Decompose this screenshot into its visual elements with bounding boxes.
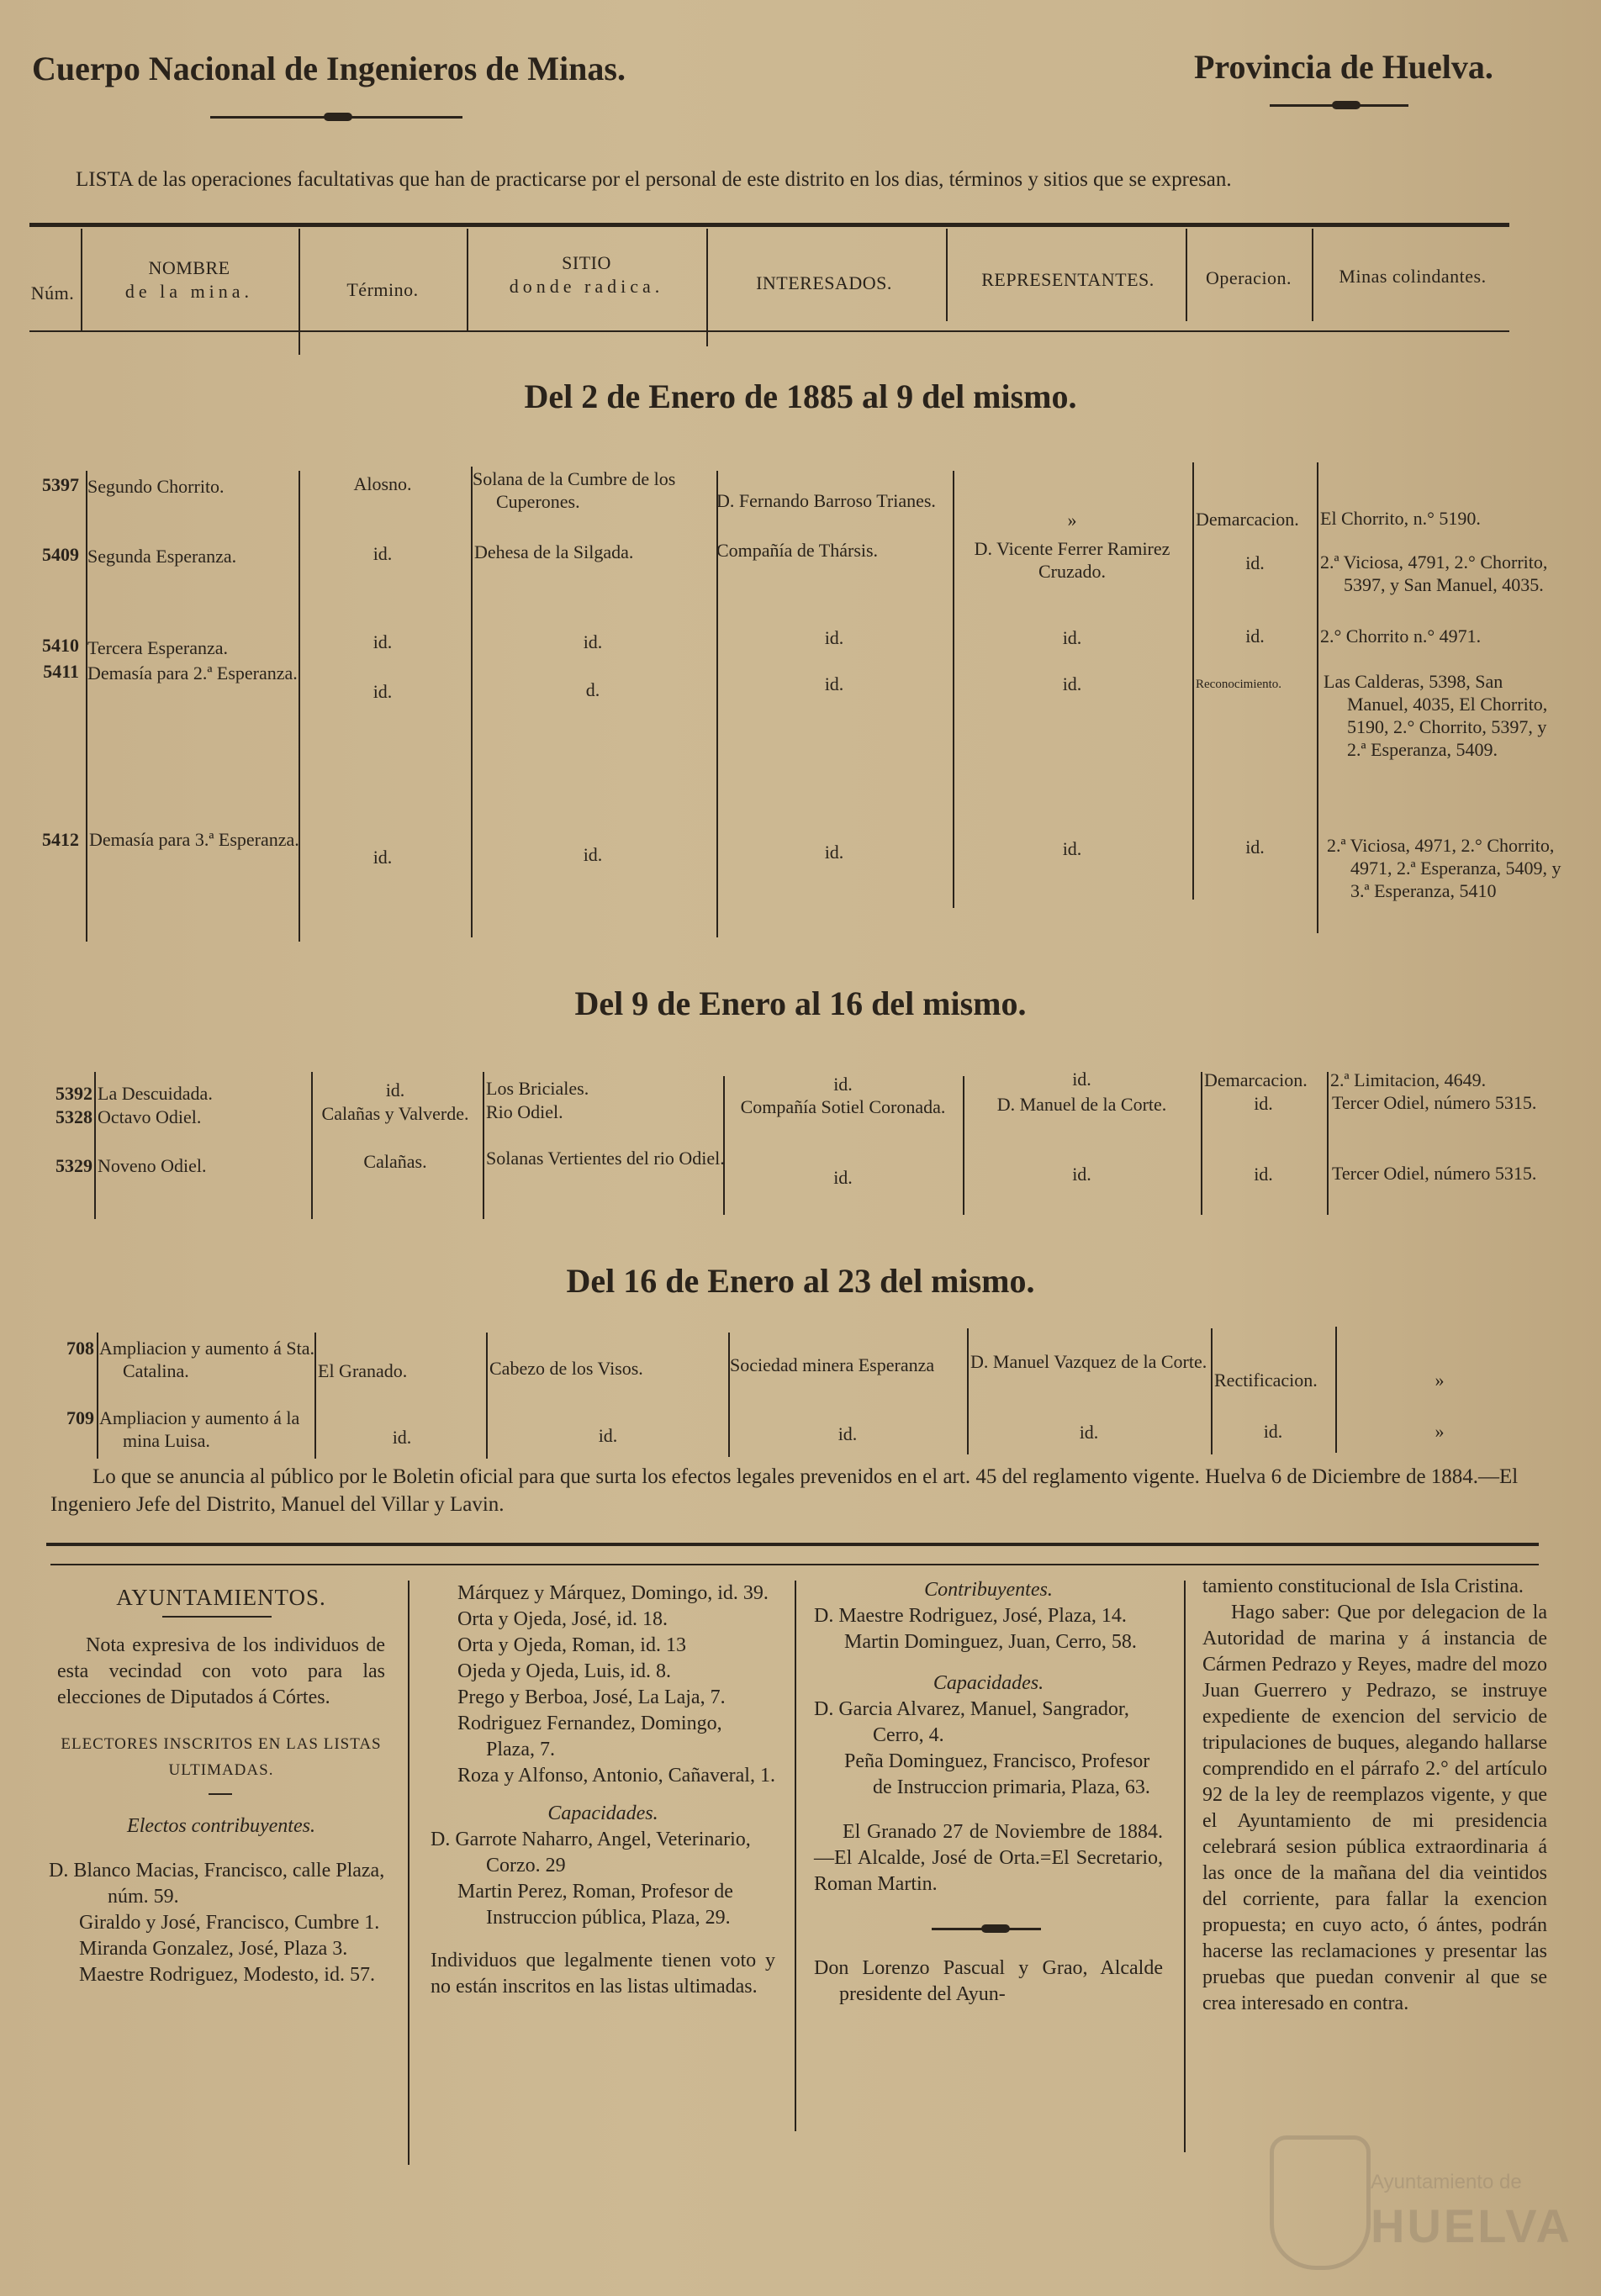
- row-rep: id.: [1072, 1164, 1091, 1185]
- col-colindantes: Minas colindantes.: [1339, 266, 1487, 287]
- header-ornament-right: [1270, 104, 1408, 107]
- row-op: id.: [1245, 552, 1265, 573]
- row-col: »: [1435, 1421, 1445, 1442]
- row-col: El Chorrito, n.° 5190.: [1320, 508, 1481, 529]
- table-header-rule: [29, 330, 1509, 332]
- row-op: id.: [1254, 1164, 1273, 1185]
- list-item: Rodriguez Fernandez, Domingo, Plaza, 7.: [457, 1713, 722, 1760]
- row-term: id.: [373, 681, 393, 702]
- column-1: [49, 1585, 394, 1988]
- row-int: id.: [833, 1167, 853, 1188]
- row-site: id.: [583, 631, 603, 652]
- row-term: id.: [373, 631, 393, 652]
- row-int: id.: [833, 1074, 853, 1095]
- list-item: D. Garcia Alvarez, Manuel, Sangrador, Cerro, 4.: [814, 1698, 1129, 1746]
- row-name: Ampliacion y aumento á la mina Luisa.: [99, 1407, 300, 1451]
- row-int: Sociedad minera Esperanza: [730, 1354, 935, 1375]
- row-num: 5328: [55, 1106, 92, 1127]
- col-divider: [1312, 229, 1313, 321]
- col-termino: Término.: [346, 279, 419, 300]
- individuos-paragraph: Individuos que legalmente tienen voto y no están inscritos en las listas ultimadas.: [431, 1950, 775, 1998]
- row-site: Cabezo de los Visos.: [489, 1358, 643, 1379]
- col-divider: [97, 1333, 98, 1459]
- heading-underline: [162, 1616, 272, 1618]
- row-col: Tercer Odiel, número 5315.: [1332, 1092, 1537, 1113]
- list-item: Miranda Gonzalez, José, Plaza 3.: [79, 1938, 348, 1960]
- header-right: Provincia de Huelva.: [1194, 48, 1493, 86]
- row-num: 5411: [43, 661, 79, 682]
- column-3: [814, 1577, 1163, 2008]
- section-title-3: Del 16 de Enero al 23 del mismo.: [566, 1262, 1035, 1300]
- row-col: Tercer Odiel, número 5315.: [1332, 1163, 1537, 1184]
- list-item: Martin Dominguez, Juan, Cerro, 58.: [844, 1631, 1137, 1653]
- col-divider: [1317, 462, 1318, 933]
- row-name: La Descuidada.: [98, 1083, 213, 1104]
- row-int: id.: [824, 627, 844, 648]
- col-num: Núm.: [30, 282, 75, 303]
- row-term: El Granado.: [318, 1360, 408, 1381]
- row-rep: D. Manuel Vazquez de la Corte.: [970, 1351, 1207, 1372]
- row-term: id.: [373, 847, 393, 868]
- list-item: Márquez y Márquez, Domingo, id. 39.: [457, 1582, 769, 1604]
- row-num: 5412: [42, 829, 79, 850]
- row-num: 5329: [55, 1155, 92, 1176]
- list-item: Martin Perez, Roman, Profesor de Instruccion pública, Plaza, 29.: [457, 1881, 733, 1929]
- row-col: 2.ª Limitacion, 4649.: [1330, 1069, 1487, 1090]
- column-divider: [795, 1581, 796, 2131]
- row-int: Compañía de Thársis.: [716, 540, 879, 561]
- row-op: id.: [1263, 1421, 1283, 1442]
- hago-saber-paragraph: Hago saber: Que por delegacion de la Autoridad de marina y á instancia de Cármen Pedrazo y Reyes, madre del mozo Juan Guerrero y Pedrazo, se instruye expediente de exencion del servicio de tripulaciones de buques, alegando hallarse comprendido en el párrafo 2.° del artículo 92 de la ley de reemplazos vigente, y que el Ayuntamiento de mi presidencia celebrará sesion pública extraordinaria á las once de la mañana del dia veintidos del corriente, para fallar la exencion propuesta; en cuyo acto, ó ántes, podrán hacerse las reclamaciones y presentar las pruebas que puedan convenir al que se crea interesado en contra.: [1202, 1602, 1547, 2014]
- row-name: Octavo Odiel.: [98, 1106, 202, 1127]
- col-divider: [86, 471, 87, 942]
- row-num: 5397: [42, 474, 79, 495]
- list-item: D. Maestre Rodriguez, José, Plaza, 14.: [814, 1605, 1127, 1627]
- row-op: id.: [1245, 837, 1265, 858]
- col-divider: [467, 229, 468, 331]
- ayuntamientos-heading: AYUNTAMIENTOS.: [116, 1585, 326, 1610]
- column-2: [431, 1581, 775, 2000]
- row-op: Rectificacion.: [1214, 1370, 1318, 1391]
- col-divider: [483, 1072, 484, 1219]
- row-col: 2.ª Viciosa, 4971, 2.° Chorrito, 4971, 2.ª Esperanza, 5409, y 3.ª Esperanza, 5410: [1327, 835, 1561, 901]
- coat-of-arms-icon: [1270, 2135, 1371, 2270]
- row-term: Calañas y Valverde.: [321, 1103, 469, 1124]
- col-divider: [81, 229, 82, 331]
- row-name: Segunda Esperanza.: [87, 546, 237, 567]
- row-term: id.: [385, 1079, 405, 1100]
- row-op: id.: [1245, 625, 1265, 647]
- section-divider-thin: [50, 1564, 1539, 1565]
- header-ornament-left: [210, 116, 462, 119]
- electores-heading: ELECTORES INSCRITOS EN LAS LISTAS ULTIMADAS.: [61, 1735, 382, 1779]
- column-4: [1202, 1574, 1547, 2017]
- table-top-rule: [29, 223, 1509, 227]
- capacidades-heading: Capacidades.: [933, 1672, 1044, 1694]
- row-term: Alosno.: [353, 473, 412, 494]
- intro-text: LISTA de las operaciones facultativas que han de practicarse por el personal de este distrito en los dias, términos y sitios que se expresan.: [76, 168, 1232, 191]
- row-name: Demasía para 3.ª Esperanza.: [89, 829, 299, 850]
- row-rep: id.: [1062, 838, 1082, 859]
- row-site: Dehesa de la Silgada.: [474, 541, 634, 562]
- list-item: Maestre Rodriguez, Modesto, id. 57.: [79, 1964, 375, 1986]
- row-op: Demarcacion.: [1204, 1069, 1308, 1090]
- list-item: Ojeda y Ojeda, Luis, id. 8.: [457, 1660, 671, 1682]
- row-rep: id.: [1062, 627, 1082, 648]
- seal-sub: Ayuntamiento de: [1371, 2171, 1522, 2193]
- row-rep: D. Vicente Ferrer Ramirez Cruzado.: [974, 538, 1170, 582]
- electos-heading: Electos contribuyentes.: [127, 1815, 315, 1837]
- row-term: id.: [392, 1427, 412, 1448]
- section-divider: [46, 1543, 1539, 1546]
- col-mina: de la mina.: [124, 281, 254, 302]
- col-sitio: SITIO: [562, 252, 611, 273]
- col-representantes: REPRESENTANTES.: [981, 269, 1155, 290]
- col-nombre: NOMBRE: [148, 257, 230, 278]
- col-radica: donde radica.: [509, 276, 664, 297]
- section-title-2: Del 9 de Enero al 16 del mismo.: [574, 984, 1027, 1022]
- tamiento-paragraph: tamiento constitucional de Isla Cristina.: [1202, 1576, 1524, 1597]
- row-int: id.: [824, 673, 844, 694]
- row-num: 709: [66, 1407, 94, 1428]
- row-rep: id.: [1072, 1069, 1091, 1090]
- column-divider: [408, 1581, 409, 2165]
- row-num: 5409: [42, 544, 79, 565]
- col-divider: [946, 229, 948, 321]
- row-rep: D. Manuel de la Corte.: [996, 1094, 1167, 1115]
- list-item: Roza y Alfonso, Antonio, Cañaveral, 1.: [457, 1765, 775, 1787]
- row-term: Calañas.: [363, 1151, 427, 1172]
- don-lorenzo-paragraph: Don Lorenzo Pascual y Grao, Alcalde presidente del Ayun-: [814, 1957, 1163, 2005]
- small-dash: [209, 1793, 232, 1795]
- row-col: Las Calderas, 5398, San Manuel, 4035, El Chorrito, 5190, 2.° Chorrito, 5397, y 2.ª Esperanza, 5409.: [1324, 671, 1548, 760]
- row-op: id.: [1254, 1093, 1273, 1114]
- announcement-footer: Lo que se anuncia al público por le Boletin oficial para que surta los efectos legales prevenidos en el art. 45 del reglamento vigente. Huelva 6 de Diciembre de 1884.—El Ingeniero Jefe del Distrito, Manuel del Villar y Lavin.: [50, 1465, 1519, 1516]
- list-item: Orta y Ojeda, Roman, id. 13: [457, 1634, 686, 1656]
- list-item: D. Blanco Macias, Francisco, calle Plaza, núm. 59.: [49, 1860, 385, 1908]
- col-interesados: INTERESADOS.: [756, 272, 892, 293]
- row-site: id.: [583, 844, 603, 865]
- row-op: Reconocimiento.: [1196, 678, 1282, 691]
- list-item: D. Garrote Naharro, Angel, Veterinario, Corzo. 29: [431, 1829, 751, 1876]
- row-rep: id.: [1062, 673, 1082, 694]
- row-site: Los Briciales.: [486, 1078, 589, 1099]
- row-int: id.: [824, 842, 844, 863]
- row-int: D. Fernando Barroso Trianes.: [716, 490, 936, 511]
- row-col: »: [1435, 1370, 1445, 1391]
- watermark-seal: [1244, 2119, 1572, 2278]
- row-int: id.: [837, 1423, 858, 1444]
- row-rep: id.: [1079, 1422, 1099, 1443]
- row-site: Solanas Vertientes del rio Odiel.: [486, 1148, 725, 1169]
- col-divider: [299, 471, 300, 942]
- row-rep: »: [1067, 509, 1077, 530]
- row-num: 5410: [42, 635, 79, 656]
- date-signature: El Granado 27 de Noviembre de 1884.—El Alcalde, José de Orta.=El Secretario, Roman Martin.: [814, 1821, 1163, 1895]
- row-site: Solana de la Cumbre de los Cuperones.: [473, 468, 676, 512]
- row-term: id.: [373, 543, 393, 564]
- capacidades-heading: Capacidades.: [547, 1802, 658, 1824]
- col-divider: [471, 467, 473, 937]
- row-site: id.: [598, 1425, 618, 1446]
- col-divider: [1186, 229, 1187, 321]
- list-item: Prego y Berboa, José, La Laja, 7.: [457, 1686, 726, 1708]
- header-left: Cuerpo Nacional de Ingenieros de Minas.: [32, 50, 626, 87]
- row-name: Noveno Odiel.: [98, 1155, 207, 1176]
- row-name: Tercera Esperanza.: [87, 637, 228, 658]
- row-int: Compañía Sotiel Coronada.: [740, 1096, 946, 1117]
- col-operacion: Operacion.: [1205, 267, 1292, 288]
- row-op: Demarcacion.: [1196, 509, 1299, 530]
- col-divider: [94, 1072, 96, 1219]
- row-col: 2.ª Viciosa, 4791, 2.° Chorrito, 5397, y San Manuel, 4035.: [1320, 552, 1548, 595]
- section-title-1: Del 2 de Enero de 1885 al 9 del mismo.: [524, 377, 1077, 415]
- row-col: 2.° Chorrito n.° 4971.: [1320, 625, 1482, 647]
- small-ornament: [932, 1928, 1041, 1930]
- list-item: Giraldo y José, Francisco, Cumbre 1.: [79, 1912, 380, 1934]
- col-divider: [299, 229, 300, 355]
- col-divider: [1192, 462, 1194, 900]
- list-item: Peña Dominguez, Francisco, Profesor de Instruccion primaria, Plaza, 63.: [844, 1750, 1150, 1798]
- column-divider: [1184, 1581, 1186, 2152]
- row-name: Ampliacion y aumento á Sta. Catalina.: [99, 1338, 314, 1381]
- nota-paragraph: Nota expresiva de los individuos de esta vecindad con voto para las elecciones de Diputados á Córtes.: [57, 1634, 385, 1708]
- row-site: Rio Odiel.: [486, 1101, 563, 1122]
- row-name: Demasía para 2.ª Esperanza.: [87, 662, 298, 684]
- row-num: 708: [66, 1338, 94, 1359]
- row-site: d.: [585, 679, 600, 700]
- contribuyentes-heading: Contribuyentes.: [924, 1579, 1053, 1601]
- seal-name: HUELVA: [1371, 2199, 1572, 2252]
- row-num: 5392: [55, 1083, 92, 1104]
- col-divider: [706, 229, 708, 346]
- list-item: Orta y Ojeda, José, id. 18.: [457, 1608, 668, 1630]
- col-divider: [1327, 1072, 1329, 1215]
- row-name: Segundo Chorrito.: [87, 476, 225, 497]
